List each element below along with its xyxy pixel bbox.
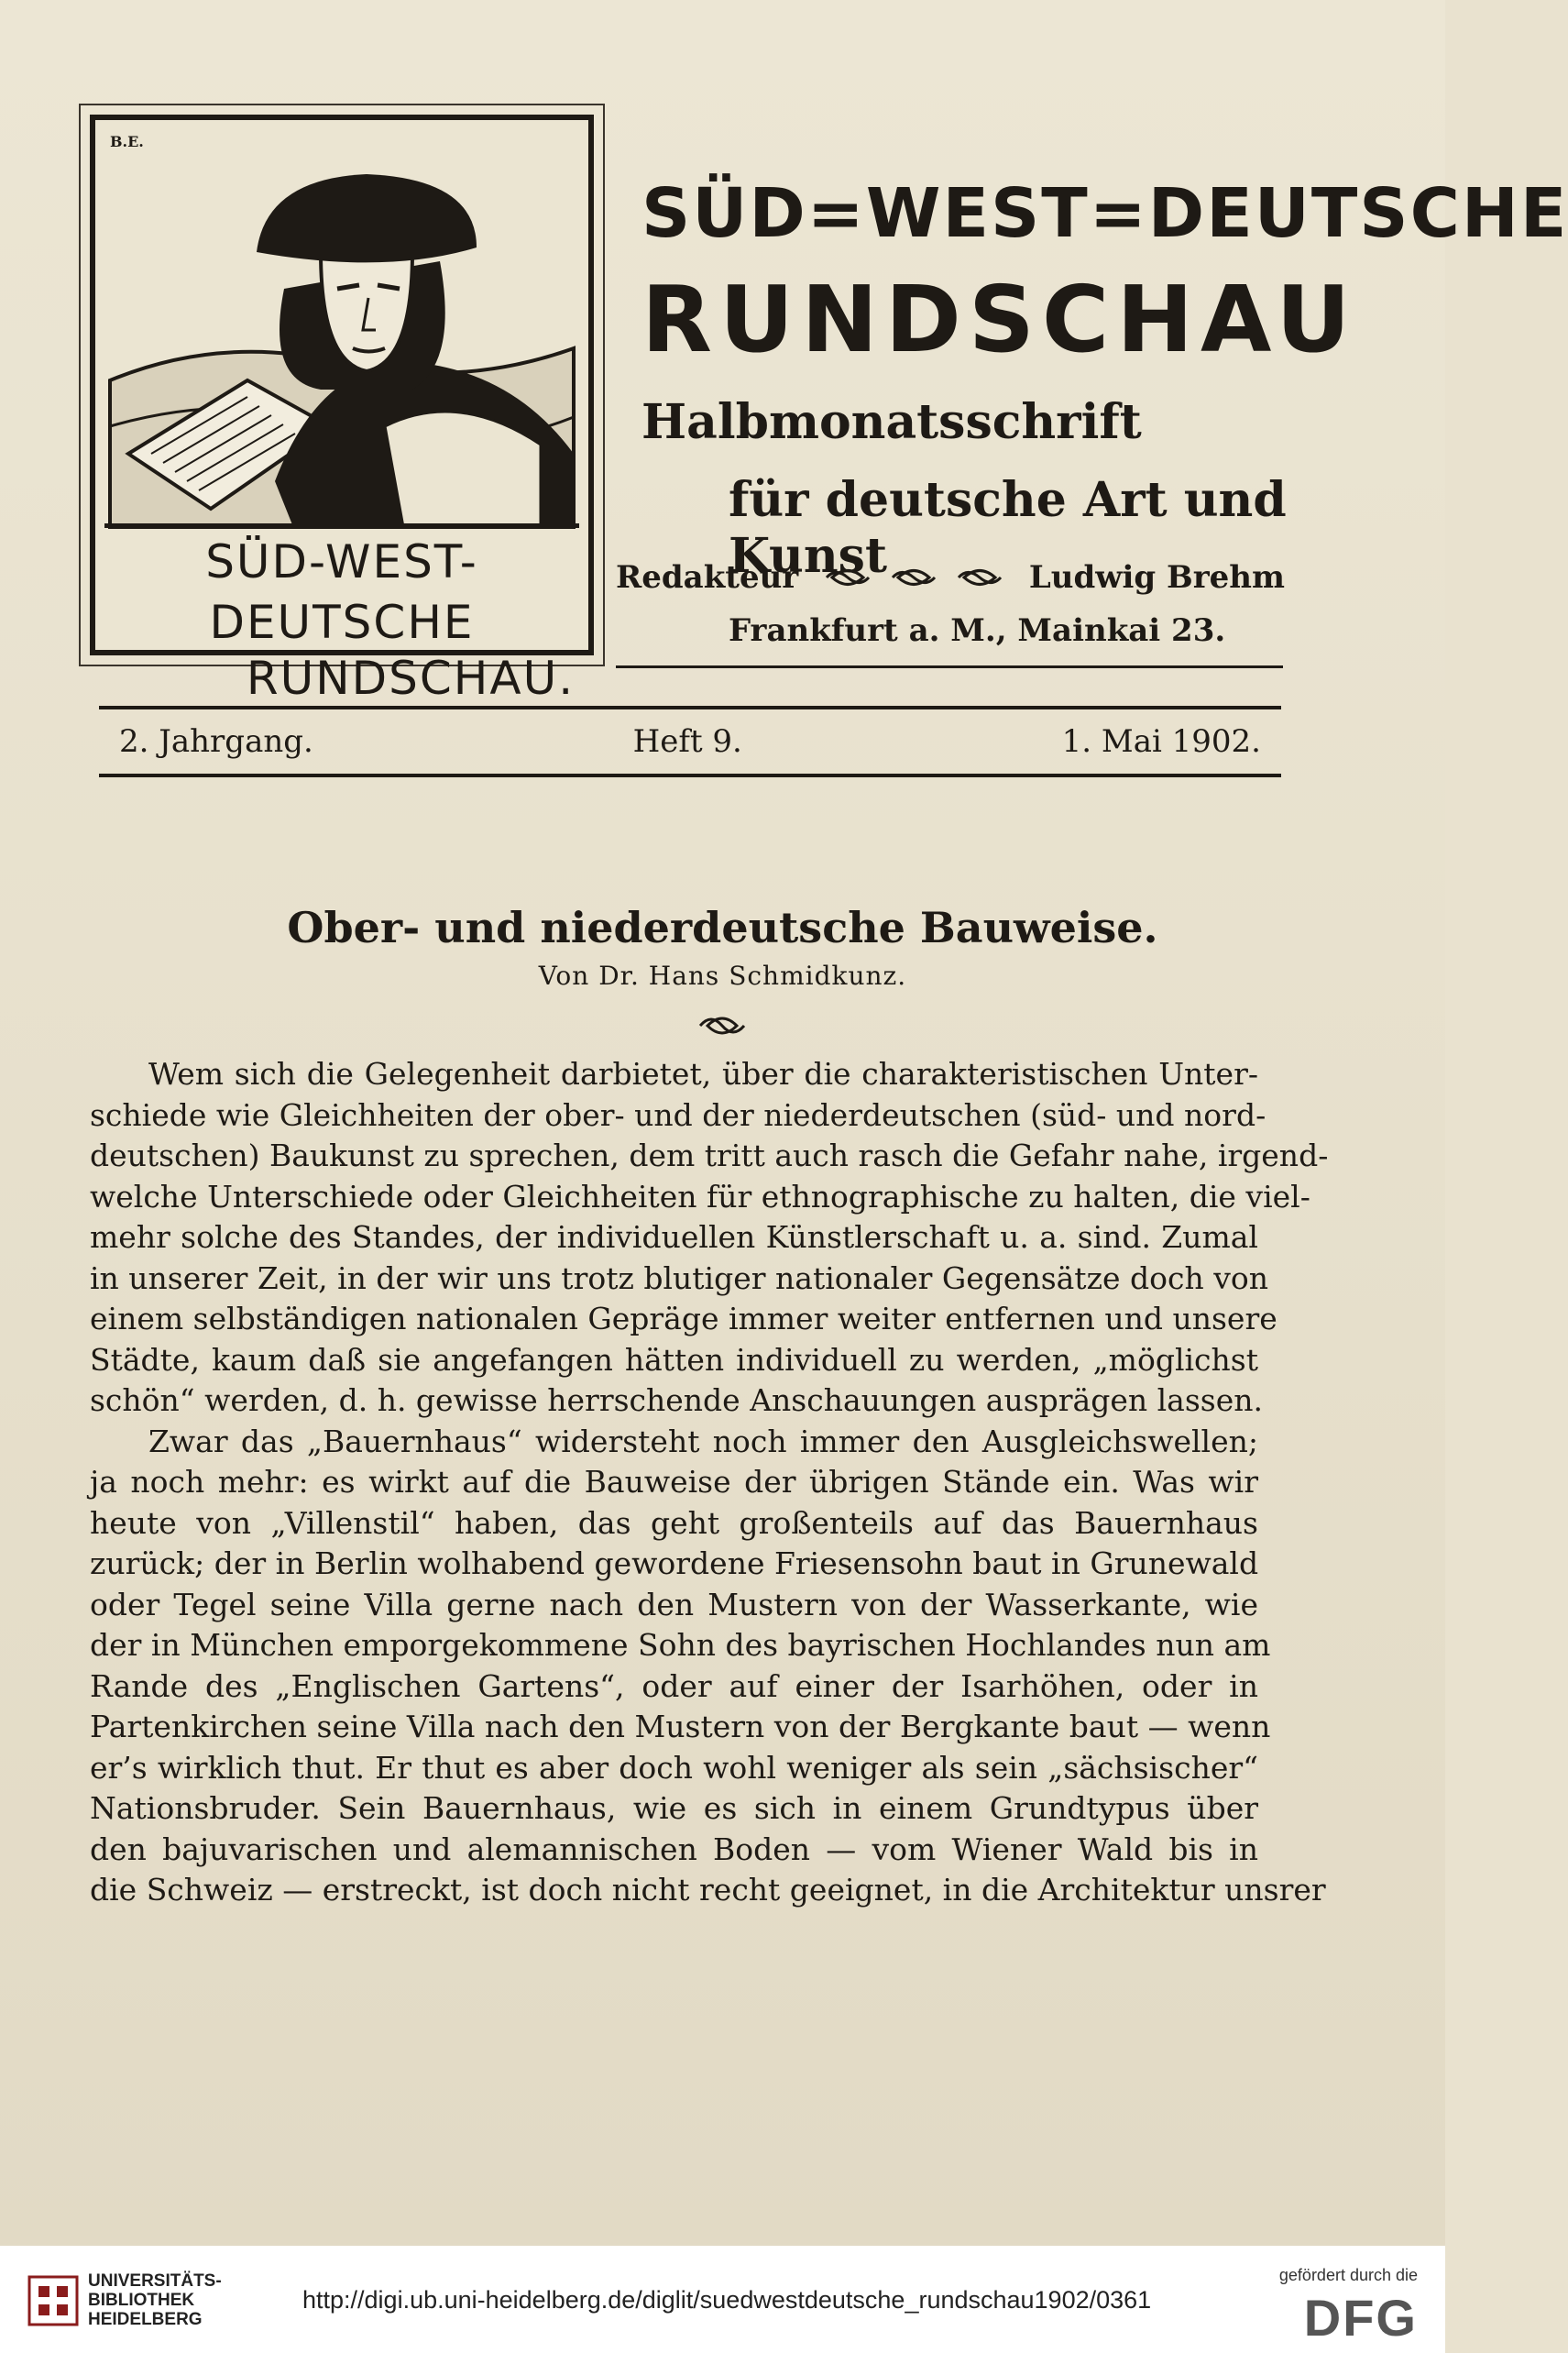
editor-label: Redakteur: [616, 559, 799, 596]
editor-name: Ludwig Brehm: [1028, 559, 1285, 596]
institution-line1: UNIVERSITÄTS-: [88, 2271, 222, 2291]
article-body: [90, 1054, 1329, 1911]
ornament-icon: [889, 567, 938, 588]
text-line: schiede wie Gleichheiten der ober- und der niederdeutschen (süd- und nord-: [90, 1096, 1266, 1133]
text-line: Nationsbruder. Sein Bauernhaus, wie es sich in einem Grundtypus über: [90, 1790, 1258, 1826]
masthead-rule: [616, 665, 1283, 668]
journal-subtitle-line2: für deutsche Art und Kunst: [729, 472, 1287, 584]
text-line: zurück; der in Berlin wolhabend gewordene Friesensohn baut in Grunewald: [90, 1545, 1259, 1581]
text-line: er’s wirklich thut. Er thut es aber doch wohl weniger als sein „sächsischer“: [90, 1749, 1258, 1786]
text-line: der in München emporgekommene Sohn des bayrischen Hochlandes nun am: [90, 1627, 1271, 1663]
text-line: Städte, kaum daß sie angefangen hätten individuell zu werden, „möglichst: [90, 1341, 1258, 1378]
text-line: ja noch mehr: es wirkt auf die Bauweise der übrigen Stände ein. Was wir: [90, 1464, 1258, 1500]
logo-caption-line2: RUNDSCHAU.: [246, 652, 576, 705]
text-line: Wem sich die Gelegenheit darbietet, über die charakteristischen Unter-: [148, 1056, 1258, 1092]
issue-date: 1. Mai 1902.: [1061, 723, 1261, 760]
text-line: Rande des „Englischen Gartens“, oder auf einer der Isarhöhen, oder in: [90, 1667, 1258, 1704]
journal-subtitle-line1: Halbmonatsschrift: [641, 394, 1142, 450]
text-line: mehr solche des Standes, der individuellen Künstlerschaft u. a. sind. Zumal: [90, 1219, 1258, 1255]
ornament-group: [823, 567, 1004, 588]
text-line: schön“ werden, d. h. gewisse herrschende Anschauungen ausprägen lassen.: [90, 1382, 1263, 1418]
issue-info-bar: [99, 706, 1281, 777]
text-line: welche Unterschiede oder Gleichheiten für ethnographische zu halten, die viel-: [90, 1178, 1310, 1215]
text-line: den bajuvarischen und alemannischen Boden — vom Wiener Wald bis in: [90, 1831, 1258, 1867]
dfg-logo: DFG: [1303, 2289, 1418, 2347]
text-line: die Schweiz — erstreckt, ist doch nicht recht geeignet, in die Architektur unsrer: [90, 1872, 1326, 1908]
editor-row: [616, 559, 1285, 596]
university-seal-icon: [27, 2275, 79, 2326]
masthead-logo: [90, 115, 594, 705]
text-line: in unserer Zeit, in der wir uns trotz blutiger nationaler Gegensätze doch von: [90, 1259, 1268, 1296]
journal-title-line1: SÜD=WEST=DEUTSCHE: [641, 174, 1568, 253]
text-line: oder Tegel seine Villa gerne nach den Mustern von der Wasserkante, wie: [90, 1586, 1258, 1622]
issue-number: Heft 9.: [632, 723, 742, 760]
ornament-separator-icon: [695, 1013, 750, 1039]
journal-title-line2: RUNDSCHAU: [641, 266, 1358, 373]
institution-line2: BIBLIOTHEK: [88, 2291, 195, 2310]
text-line: Partenkirchen seine Villa nach den Mustern von der Bergkante baut — wenn: [90, 1709, 1271, 1744]
logo-portrait-illustration: [110, 151, 574, 527]
text-line: heute von „Villenstil“ haben, das geht großenteils auf das Bauernhaus: [90, 1504, 1258, 1541]
article-title: Ober- und niederdeutsche Bauweise.: [287, 903, 1158, 952]
issue-volume: 2. Jahrgang.: [119, 723, 313, 760]
institution-line3: HEIDELBERG: [88, 2310, 203, 2329]
article-author: Von Dr. Hans Schmidkunz.: [538, 961, 907, 991]
logo-caption-line1: SÜD-WEST-DEUTSCHE: [205, 535, 478, 649]
logo-initials: B.E.: [110, 133, 144, 150]
logo-caption: [104, 523, 579, 705]
ornament-icon: [823, 567, 872, 588]
source-url-link[interactable]: http://digi.ub.uni-heidelberg.de/diglit/suedwestdeutsche_rundschau1902/0361: [302, 2286, 1152, 2314]
text-line: einem selbständigen nationalen Gepräge immer weiter entfernen und unsere: [90, 1301, 1277, 1336]
digitization-footer: [0, 2246, 1445, 2353]
editor-address: Frankfurt a. M., Mainkai 23.: [729, 612, 1226, 649]
text-line: Zwar das „Bauernhaus“ widersteht noch immer den Ausgleichswellen;: [148, 1423, 1258, 1459]
sponsor-label: gefördert durch die: [1278, 2266, 1418, 2284]
institution-name: [88, 2271, 222, 2329]
ornament-icon: [955, 567, 1004, 588]
text-line: deutschen) Baukunst zu sprechen, dem tritt auch rasch die Gefahr nahe, irgend-: [90, 1138, 1329, 1173]
